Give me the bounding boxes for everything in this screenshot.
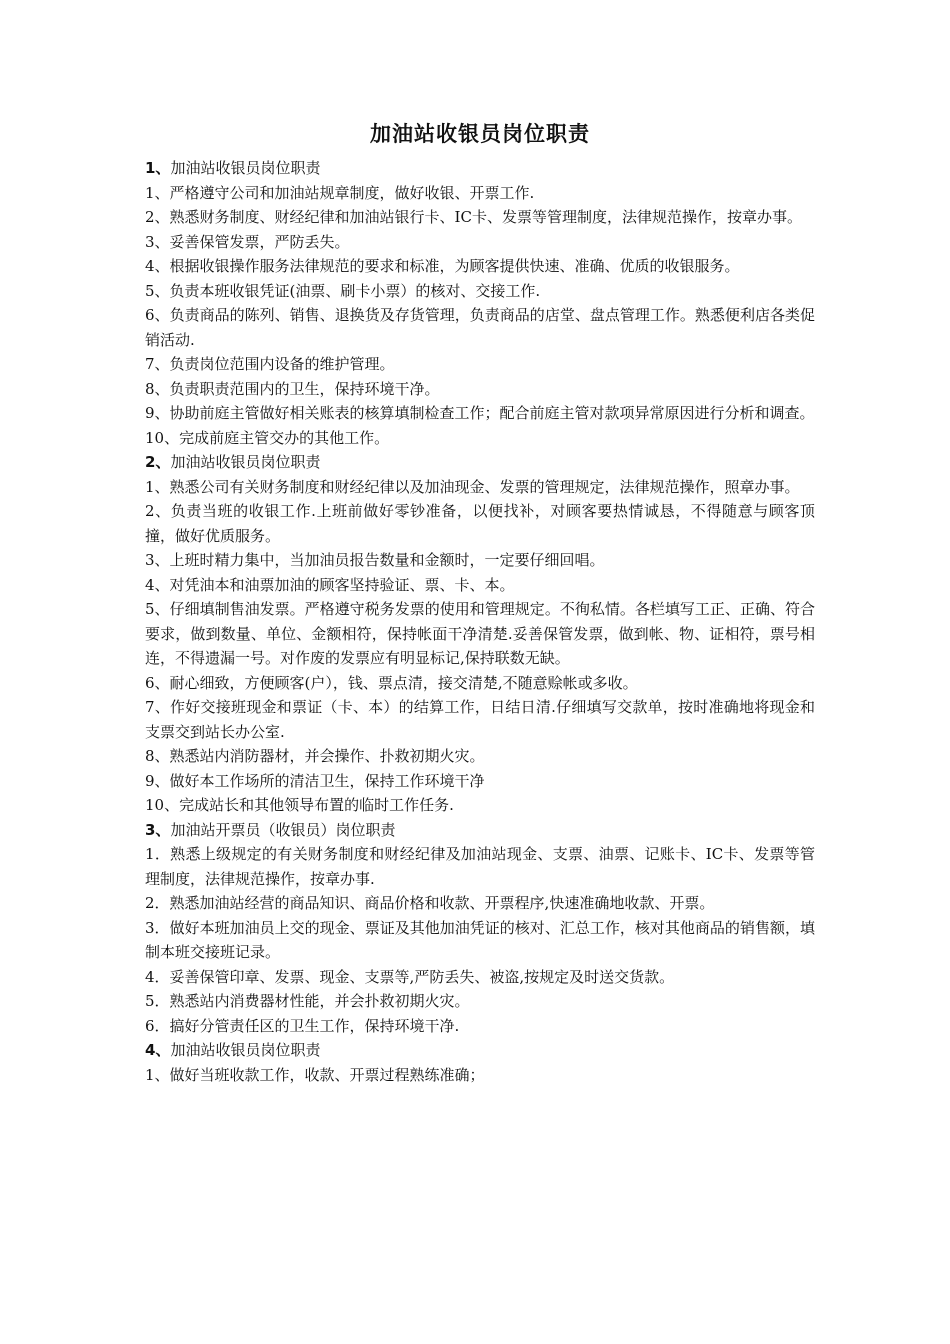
section-heading xyxy=(145,1038,815,1063)
list-item: 2．熟悉加油站经营的商品知识、商品价格和收款、开票程序,快速准确地收款、开票。 xyxy=(145,894,715,912)
list-item: 4、对凭油本和油票加油的顾客坚持验证、票、卡、本。 xyxy=(145,575,515,594)
list-item: 6、耐心细致，方便顾客(户），钱、票点清，接交清楚,不随意赊帐或多收。 xyxy=(145,673,638,692)
document-body xyxy=(145,120,815,1087)
list-item: 1．熟悉上级规定的有关财务制度和财经纪律及加油站现金、支票、油票、记账卡、IC卡、发票等管理制度，法律规范操作，按章办事. xyxy=(145,845,815,888)
list-item: 10、完成前庭主管交办的其他工作。 xyxy=(145,428,390,447)
list-item: 1、熟悉公司有关财务制度和财经纪律以及加油现金、发票的管理规定，法律规范操作，照章办事。 xyxy=(145,477,800,496)
list-item: 1、做好当班收款工作，收款、开票过程熟练准确； xyxy=(145,1065,485,1084)
list-item: 1、严格遵守公司和加油站规章制度，做好收银、开票工作. xyxy=(145,183,535,202)
list-item: 5、仔细填制售油发票。严格遵守税务发票的使用和管理规定。不徇私情。各栏填写工正、正确、符合要求，做到数量、单位、金额相符，保持帐面干净清楚.妥善保管发票，做到帐、物、证相符，票号相连，不得遗漏一号。对作废的发票应有明显标记,保持联数无缺。 xyxy=(145,600,815,667)
section-heading xyxy=(145,450,815,475)
section-4 xyxy=(145,1038,815,1087)
list-item: 2、负责当班的收银工作.上班前做好零钞准备，以便找补，对顾客要热情诚恳，不得随意与顾客顶撞，做好优质服务。 xyxy=(145,502,815,545)
list-item: 3．做好本班加油员上交的现金、票证及其他加油凭证的核对、汇总工作，核对其他商品的销售额，填制本班交接班记录。 xyxy=(145,918,815,961)
list-item: 3、妥善保管发票，严防丢失。 xyxy=(145,232,350,251)
list-item: 8、熟悉站内消防器材，并会操作、扑救初期火灾。 xyxy=(145,747,485,765)
list-item: 3、上班时精力集中，当加油员报告数量和金额时，一定要仔细回唱。 xyxy=(145,551,605,569)
list-item: 9、协助前庭主管做好相关账表的核算填制检查工作；配合前庭主管对款项异常原因进行分析和调查。 xyxy=(145,404,815,422)
list-item: 5、负责本班收银凭证(油票、刷卡小票）的核对、交接工作. xyxy=(145,281,541,300)
section-3 xyxy=(145,818,815,1039)
section-heading xyxy=(145,818,815,843)
list-item: 6．搞好分管责任区的卫生工作，保持环境干净. xyxy=(145,1016,460,1035)
list-item: 4．妥善保管印章、发票、现金、支票等,严防丢失、被盗,按规定及时送交货款。 xyxy=(145,967,675,986)
section-number: 1、 xyxy=(145,159,171,177)
section-heading xyxy=(145,156,815,181)
list-item: 6、负责商品的陈列、销售、退换货及存货管理，负责商品的店堂、盘点管理工作。熟悉便利店各类促销活动. xyxy=(145,306,815,349)
section-number: 4、 xyxy=(145,1041,171,1059)
section-number: 3、 xyxy=(145,820,171,839)
list-item: 8、负责职责范围内的卫生，保持环境干净。 xyxy=(145,379,440,398)
list-item: 10、完成站长和其他领导布置的临时工作任务. xyxy=(145,796,454,814)
section-number: 2、 xyxy=(145,453,171,471)
list-item: 2、熟悉财务制度、财经纪律和加油站银行卡、IC卡、发票等管理制度，法律规范操作，按章办事。 xyxy=(145,208,802,226)
list-item: 7、作好交接班现金和票证（卡、本）的结算工作，日结日清.仔细填写交款单，按时准确地将现金和支票交到站长办公室. xyxy=(145,698,815,741)
section-heading-text: 加油站收银员岗位职责 xyxy=(170,159,321,177)
list-item: 4、根据收银操作服务法律规范的要求和标准，为顾客提供快速、准确、优质的收银服务。 xyxy=(145,257,740,275)
list-item: 5．熟悉站内消费器材性能，并会扑救初期火灾。 xyxy=(145,992,470,1010)
list-item: 7、负责岗位范围内设备的维护管理。 xyxy=(145,355,395,373)
list-item: 9、做好本工作场所的清洁卫生，保持工作环境干净 xyxy=(145,771,485,790)
section-heading-text: 加油站收银员岗位职责 xyxy=(170,1041,321,1059)
section-2 xyxy=(145,450,815,818)
section-1 xyxy=(145,156,815,450)
section-heading-text: 加油站收银员岗位职责 xyxy=(170,453,321,471)
document-title: 加油站收银员岗位职责 xyxy=(370,121,590,146)
section-heading-text: 加油站开票员（收银员）岗位职责 xyxy=(170,820,396,839)
